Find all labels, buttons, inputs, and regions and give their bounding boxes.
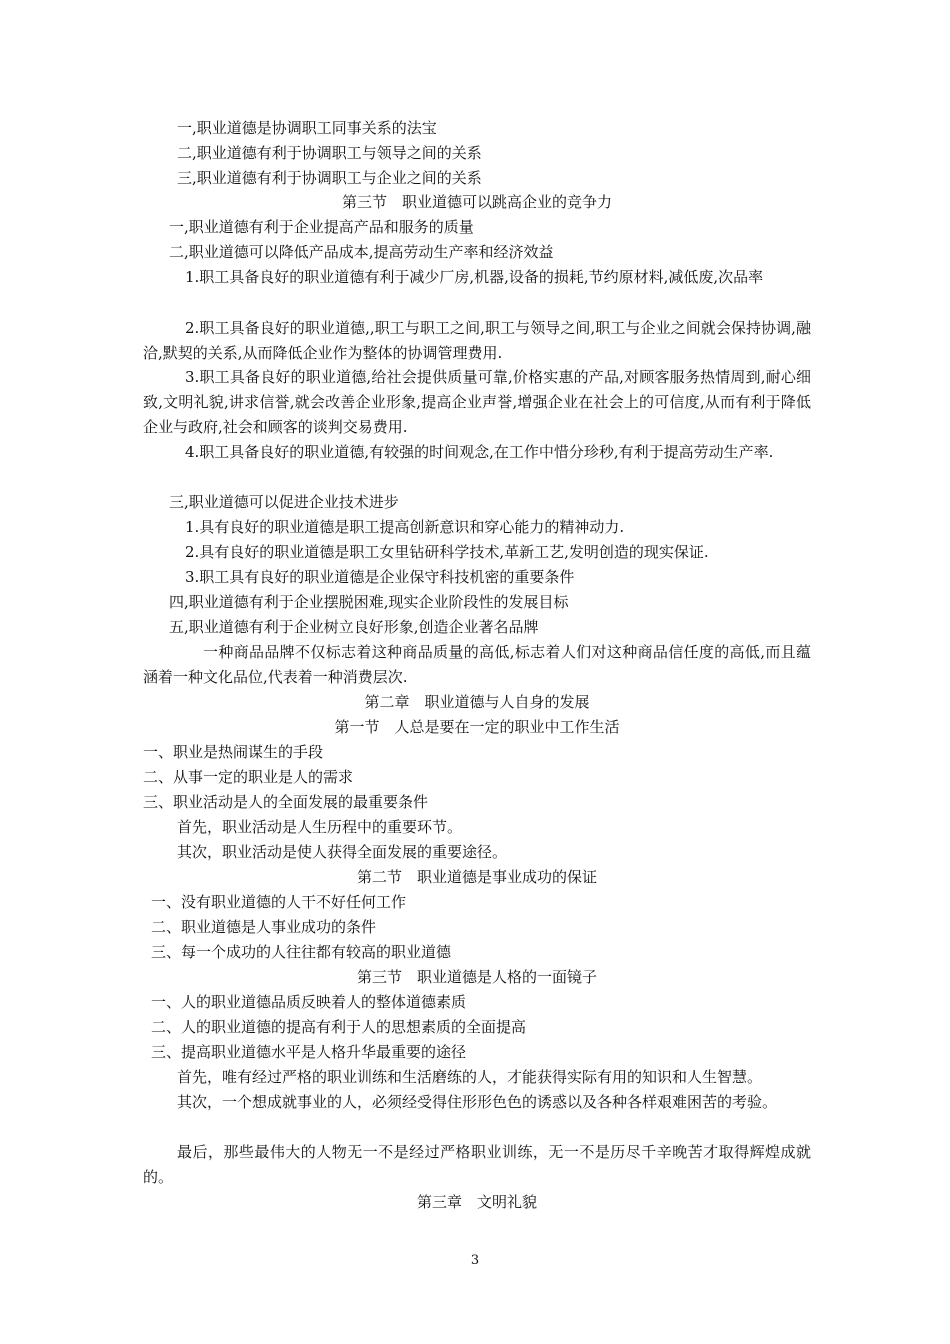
paragraph: 1.职工具备良好的职业道德有利于减少厂房,机器,设备的损耗,节约原材料,减低废,次品率 xyxy=(185,268,764,286)
list-item: 3.职工具有良好的职业道德是企业保守科技机密的重要条件 xyxy=(185,568,575,586)
page-number: 3 xyxy=(470,1253,480,1268)
list-item: 二、从事一定的职业是人的需求 xyxy=(143,768,354,786)
chapter-heading: 第三章 文明礼貌 xyxy=(416,1193,537,1211)
list-item: 二、人的职业道德的提高有利于人的思想素质的全面提高 xyxy=(151,1018,527,1036)
list-item: 二,职业道德可以降低产品成本,提高劳动生产率和经济效益 xyxy=(169,243,554,261)
list-item: 一,职业道德是协调职工同事关系的法宝 xyxy=(177,119,437,137)
list-item: 一、职业是热闹谋生的手段 xyxy=(143,743,324,761)
paragraph: 3.职工具备良好的职业道德,给社会提供质量可靠,价格实惠的产品,对顾客服务热情周到,耐心细致,文明礼貌,讲求信誉,就会改善企业形象,提高企业声誉,增强企业在社会上的可信度,从而有利于降低企业与政府,社会和顾客的谈判交易费用. xyxy=(143,368,811,436)
list-item: 四,职业道德有利于企业摆脱困难,现实企业阶段性的发展目标 xyxy=(169,593,569,611)
list-item: 2.具有良好的职业道德是职工女里钻研科学技术,革新工艺,发明创造的现实保证. xyxy=(185,543,709,561)
list-item: 1.具有良好的职业道德是职工提高创新意识和穿心能力的精神动力. xyxy=(185,518,625,536)
section-heading: 第三节 职业道德是人格的一面镜子 xyxy=(356,968,597,986)
paragraph: 一种商品品牌不仅标志着这种商品质量的高低,标志着人们对这种商品信任度的高低,而且蕴涵着一种文化品位,代表着一种消费层次. xyxy=(143,643,811,686)
section-heading: 第二节 职业道德是事业成功的保证 xyxy=(356,868,597,886)
paragraph: 首先，职业活动是人生历程中的重要环节。 xyxy=(177,818,463,836)
list-item: 二、职业道德是人事业成功的条件 xyxy=(151,918,377,936)
paragraph: 其次，职业活动是使人获得全面发展的重要途径。 xyxy=(177,843,508,861)
paragraph: 首先，唯有经过严格的职业训练和生活磨练的人，才能获得实际有用的知识和人生智慧。 xyxy=(177,1068,763,1086)
list-item: 三,职业道德可以促进企业技术进步 xyxy=(169,493,399,511)
list-item: 一、人的职业道德品质反映着人的整体道德素质 xyxy=(151,993,467,1011)
list-item: 一,职业道德有利于企业提高产品和服务的质量 xyxy=(169,218,474,236)
list-item: 三、每一个成功的人往往都有较高的职业道德 xyxy=(151,943,452,961)
list-item: 一、没有职业道德的人干不好任何工作 xyxy=(151,893,407,911)
section-heading: 第一节 人总是要在一定的职业中工作生活 xyxy=(334,718,620,736)
paragraph: 最后，那些最伟大的人物无一不是经过严格职业训练，无一不是历尽千辛晚苦才取得辉煌成就的。 xyxy=(143,1143,811,1186)
list-item: 三、提高职业道德水平是人格升华最重要的途径 xyxy=(151,1043,467,1061)
list-item: 三、职业活动是人的全面发展的最重要条件 xyxy=(143,793,429,811)
list-item: 三,职业道德有利于协调职工与企业之间的关系 xyxy=(177,169,482,187)
section-heading: 第三节 职业道德可以跳高企业的竞争力 xyxy=(341,193,612,211)
paragraph: 4.职工具备良好的职业道德,有较强的时间观念,在工作中惜分珍秒,有利于提高劳动生产率. xyxy=(185,443,774,461)
paragraph: 2.职工具备良好的职业道德,,职工与职工之间,职工与领导之间,职工与企业之间就会保持协调,融洽,默契的关系,从而降低企业作为整体的协调管理费用. xyxy=(143,319,811,362)
list-item: 五,职业道德有利于企业树立良好形象,创造企业著名品牌 xyxy=(169,618,539,636)
list-item: 二,职业道德有利于协调职工与领导之间的关系 xyxy=(177,144,482,162)
chapter-heading: 第二章 职业道德与人自身的发展 xyxy=(364,693,590,711)
paragraph: 其次，一个想成就事业的人，必须经受得住形形色色的诱惑以及各种各样艰难困苦的考验。 xyxy=(177,1093,778,1111)
